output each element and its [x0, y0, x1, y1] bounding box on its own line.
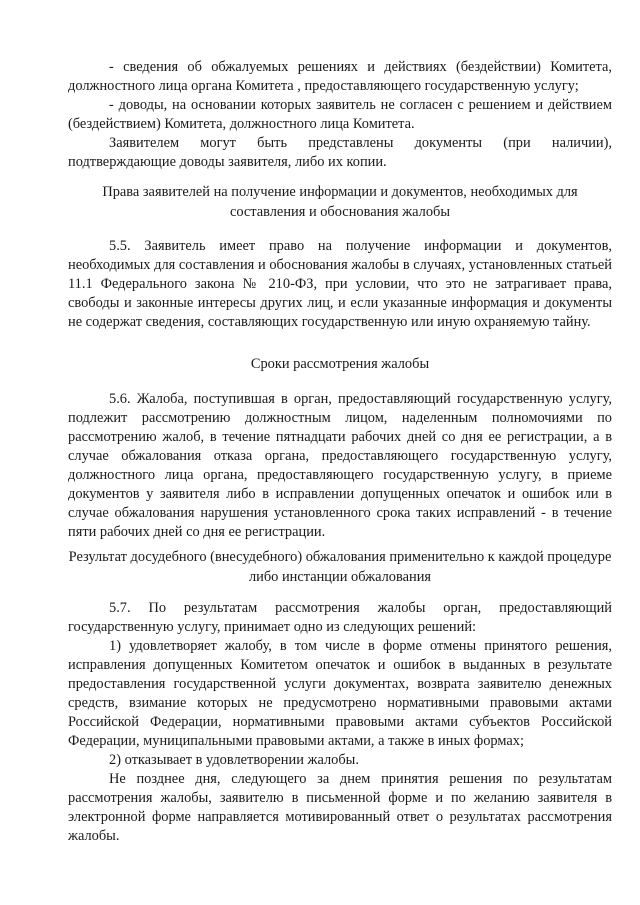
heading-terms: Сроки рассмотрения жалобы	[250, 356, 430, 372]
paragraph-5-5: 5.5. Заявитель имеет право на получение информации и документов, необходимых для составления и обоснования жалобы в случаях, установленных статьей 11.1 Федерального закона № 210-ФЗ, при условии, что это не затрагивает права, свободы и законные интересы других лиц, и если указанные информация и документы не содержат сведения, составляющих государственную или иную охраняемую тайну.	[68, 238, 612, 330]
paragraph-satisfy: 1) удовлетворяет жалобу, в том числе в форме отмены принятого решения, исправления допущенных Комитетом опечаток и ошибок в выданных в результате предоставления государственной услуги документах, возврата заявителю денежных средств, взимание которых не предусмотрено нормативными правовыми актами Российской Федерации, нормативными правовыми актами субъектов Российской Федерации, муниципальными правовыми актами, а также в иных формах;	[68, 638, 612, 749]
paragraph-refuse: 2) отказывает в удовлетворении жалобы.	[109, 752, 359, 768]
section-result-body	[68, 599, 612, 846]
paragraph-documents: Заявителем могут быть представлены документы (при наличии), подтверждающие доводы заявителя, либо их копии.	[68, 135, 612, 170]
paragraph-appeal-info: - сведения об обжалуемых решениях и действиях (бездействии) Комитета, должностного лица органа Комитета , предоставляющего государственную услугу;	[68, 59, 612, 94]
paragraph-arguments: - доводы, на основании которых заявитель не согласен с решением и действием (бездействием) Комитета, должностного лица Комитета.	[68, 97, 612, 132]
section-terms-body	[68, 390, 612, 542]
paragraph-response: Не позднее дня, следующего за днем принятия решения по результатам рассмотрения жалобы, заявителю в письменной форме и по желанию заявителя в электронной форме направляется мотивированный ответ о результатах рассмотрения жалобы.	[68, 771, 612, 844]
paragraph-5-7: 5.7. По результатам рассмотрения жалобы орган, предоставляющий государственную услугу, принимает одно из следующих решений:	[68, 600, 612, 635]
heading-rights: Права заявителей на получение информации и документов, необходимых для составления и обоснования жалобы	[102, 184, 578, 220]
intro-block	[68, 58, 612, 172]
section-rights-body	[68, 237, 612, 332]
paragraph-5-6: 5.6. Жалоба, поступившая в орган, предоставляющий государственную услугу, подлежит рассмотрению должностным лицом, наделенным полномочиями по рассмотрению жалоб, в течение пятнадцати рабочих дней со дня ее регистрации, а в случае обжалования отказа органа, предоставляющего государственную услугу, должностного лица органа, предоставляющего государственную услугу, в приеме документов у заявителя либо в исправлении допущенных опечаток и ошибок или в случае обжалования нарушения установленного срока таких исправлений - в течение пяти рабочих дней со дня ее регистрации.	[68, 391, 612, 540]
heading-result: Результат досудебного (внесудебного) обжалования применительно к каждой процедуре либо инстанции обжалования	[68, 549, 612, 585]
